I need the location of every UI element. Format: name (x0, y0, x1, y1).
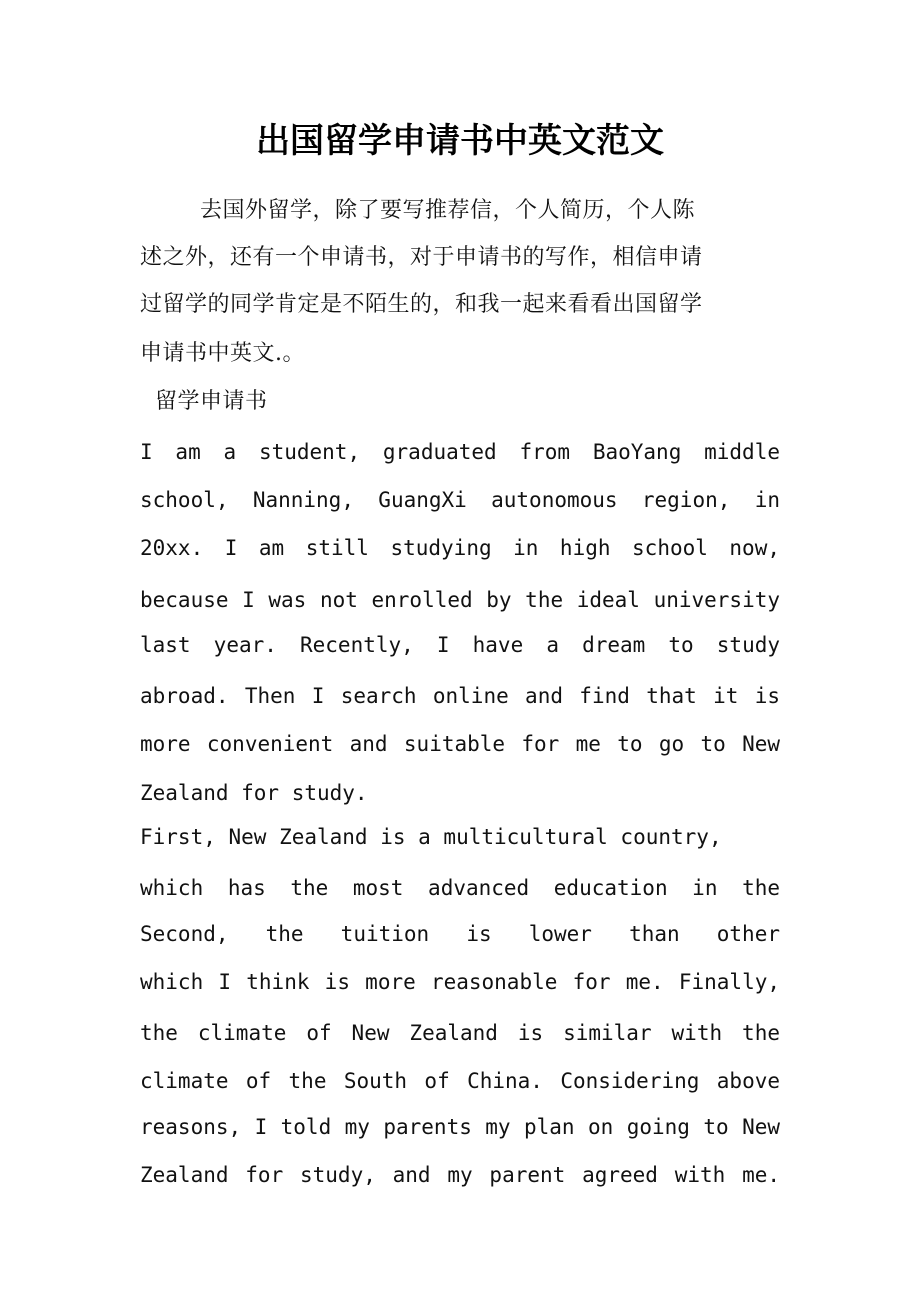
paragraph1-line-8: Zealand for study. (140, 781, 368, 805)
paragraph2-line-5: the climate of New Zealand is similar with the (140, 1021, 780, 1045)
paragraph1-line-5: last year. Recently, I have a dream to study (140, 633, 780, 657)
paragraph1-line-6: abroad. Then I search online and find that it is (140, 684, 780, 708)
paragraph2-line-7: reasons, I told my parents my plan on going to New (140, 1115, 780, 1139)
section-subheading: 留学申请书 (140, 389, 268, 414)
paragraph2-line-8: Zealand for study, and my parent agreed with me. (140, 1163, 780, 1187)
intro-line-3: 过留学的同学肯定是不陌生的，和我一起来看看出国留学 (140, 292, 703, 317)
intro-line-1: 去国外留学，除了要写推荐信，个人简历，个人陈 (140, 198, 695, 223)
intro-line-4: 申请书中英文.。 (140, 341, 305, 366)
page-title: 出国留学申请书中英文范文 (256, 121, 664, 161)
paragraph1-line-3: 20xx. I am still studying in high school now, (140, 536, 780, 560)
paragraph1-line-4: because I was not enrolled by the ideal university (140, 588, 780, 612)
paragraph2-line-1: First, New Zealand is a multicultural country, (140, 825, 722, 849)
paragraph2-line-3: Second, the tuition is lower than other (140, 922, 780, 946)
paragraph2-line-2: which has the most advanced education in the (140, 876, 780, 900)
intro-line-2: 述之外，还有一个申请书，对于申请书的写作，相信申请 (140, 245, 703, 270)
paragraph1-line-7: more convenient and suitable for me to go to New (140, 732, 780, 756)
paragraph1-line-1: I am a student, graduated from BaoYang middle (140, 440, 780, 464)
paragraph1-line-2: school, Nanning, GuangXi autonomous region, in (140, 488, 780, 512)
paragraph2-line-4: which I think is more reasonable for me. Finally, (140, 970, 780, 994)
paragraph2-line-6: climate of the South of China. Considering above (140, 1069, 780, 1093)
